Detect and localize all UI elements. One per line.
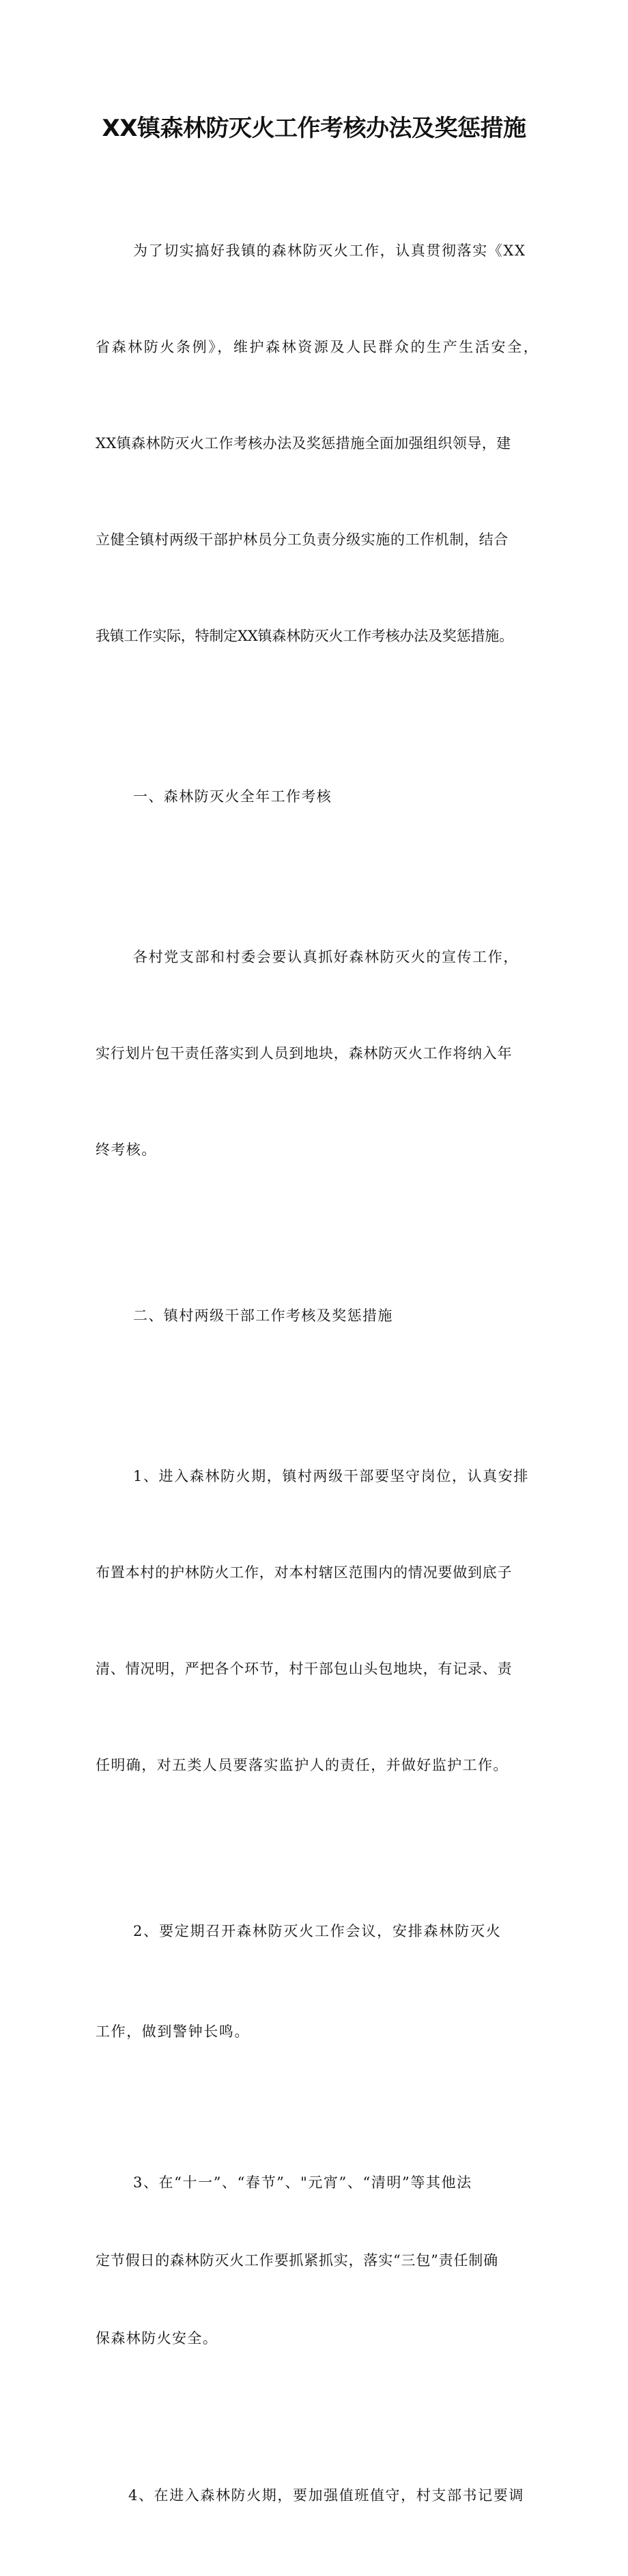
document-title: XX镇森林防灭火工作考核办法及奖惩措施 <box>102 115 526 142</box>
section-heading-2 <box>96 1236 536 1396</box>
text-line: 1、进入森林防火期，镇村两级干部要坚守岗位，认真安排 <box>133 1468 529 1484</box>
text-line: 立健全镇村两级干部护林员分工负责分级实施的工作机制，结合 <box>96 531 509 548</box>
text-line: 省森林防火条例》，维护森林资源及人民群众的生产生活安全， <box>96 339 540 355</box>
paragraph-item-1 <box>96 1396 536 1846</box>
paragraph-intro <box>96 171 540 717</box>
text-line: 布置本村的护林防火工作，对本村辖区范围内的情况要做到底子 <box>96 1564 513 1581</box>
text-line: 2、要定期召开森林防灭火工作会议，安排森林防灭火 <box>133 1923 502 1939</box>
text-line: XX镇森林防灭火工作考核办法及奖惩措施全面加强组织领导，建 <box>96 435 511 452</box>
text-line: 我镇工作实际，特制定XX镇森林防灭火工作考核办法及奖惩措施。 <box>96 628 513 644</box>
text-line: 终考核。 <box>96 1141 157 1158</box>
heading-line: 二、镇村两级干部工作考核及奖惩措施 <box>133 1307 393 1324</box>
paragraph-item-2 <box>96 1851 536 2112</box>
text-line: 任明确，对五类人员要落实监护人的责任，并做好监护工作。 <box>96 1757 509 1773</box>
paragraph-item-4 <box>96 2415 536 2576</box>
document-body <box>96 171 540 2576</box>
text-line: 为了切实搞好我镇的森林防灭火工作，认真贯彻落实《XX <box>133 243 526 259</box>
heading-line: 一、森林防灭火全年工作考核 <box>133 788 332 805</box>
section-heading-1 <box>96 717 536 877</box>
text-line: 3、在“十一”、“春节”、"元宵”、“清明”等其他法 <box>133 2174 472 2191</box>
text-line: 定节假日的森林防灭火工作要抓紧抓实，落实“三包”责任制确 <box>96 2252 498 2269</box>
text-line: 4、在进入森林防火期，要加强值班值守，村支部书记要调 <box>128 2487 524 2504</box>
text-line: 实行划片包干责任落实到人员到地块，森林防灭火工作将纳入年 <box>96 1045 513 1062</box>
paragraph-item-3 <box>96 2118 536 2403</box>
text-line: 清、情况明，严把各个环节，村干部包山头包地块，有记录、责 <box>96 1661 513 1677</box>
paragraph-section-1 <box>96 877 536 1230</box>
text-line: 保森林防火安全。 <box>96 2330 218 2346</box>
text-line: 各村党支部和村委会要认真抓好森林防灭火的宣传工作， <box>133 949 519 965</box>
text-line: 工作，做到警钟长鸣。 <box>96 2023 250 2040</box>
